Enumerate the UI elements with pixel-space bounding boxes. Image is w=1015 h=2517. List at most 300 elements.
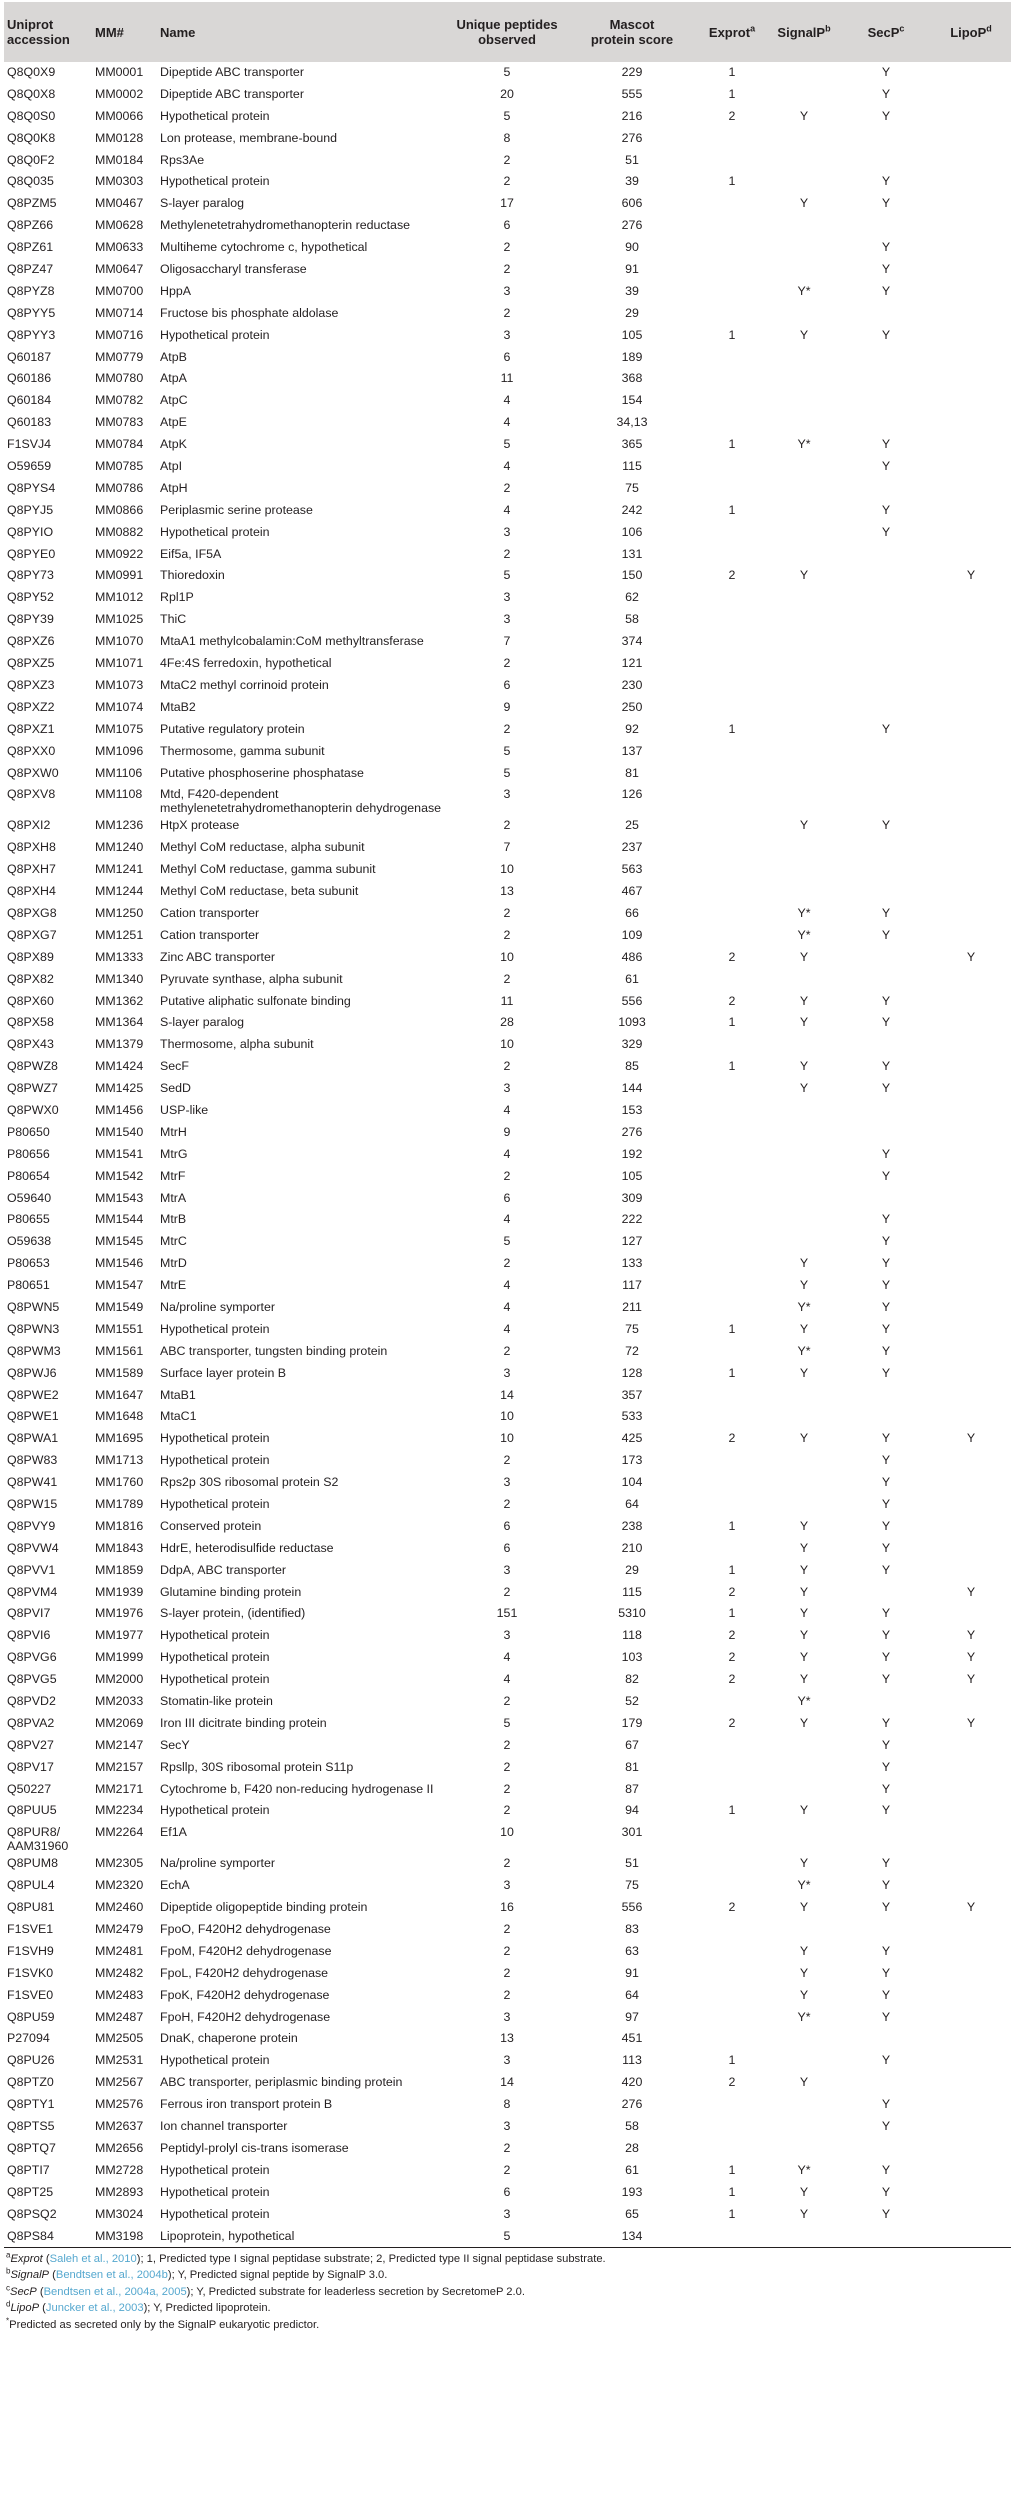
cell-secp: Y [881,1278,891,1293]
cell-mascot-score: 127 [621,1234,643,1249]
cell-unique-peptides: 5 [503,1234,511,1249]
cell-accession: Q8PXV8 [7,787,56,802]
cell-mm-number: MM1340 [95,971,144,986]
cell-mm-number: MM0785 [95,459,144,474]
cell-signalp [767,2138,841,2160]
cell-exprot [697,1209,767,1231]
table-row [4,1625,1011,1647]
table-row [4,544,1011,566]
cell-secp: Y [881,1081,891,1096]
cell-name: AtpE [160,415,187,430]
cell-unique-peptides: 2 [503,1803,511,1818]
cell-signalp [767,1757,841,1779]
cell-signalp [767,2226,841,2248]
cell-accession: P80653 [7,1256,50,1271]
table-row [4,1963,1011,1985]
cell-secp: Y [881,1015,891,1030]
cell-mm-number: MM0184 [95,152,144,167]
table-row [4,1144,1011,1166]
cell-mascot-score: 137 [621,743,643,758]
cell-name: Hypothetical protein [160,2053,270,2068]
cell-secp [841,653,931,675]
cell-signalp [767,544,841,566]
cell-lipop [931,215,1011,237]
cell-signalp [767,881,841,903]
cell-unique-peptides: 6 [503,1518,511,1533]
cell-name: Methyl CoM reductase, alpha subunit [160,840,365,855]
cell-exprot [697,763,767,785]
cell-exprot [697,2094,767,2116]
table-row [4,1875,1011,1897]
cell-mascot-score: 229 [621,65,643,79]
cell-secp: Y [881,1146,891,1161]
cell-name: SecF [160,1059,189,1074]
cell-accession: P80656 [7,1146,50,1161]
cell-secp: Y [881,1365,891,1380]
cell-mascot-score: 64 [625,1497,639,1511]
table-row [4,1406,1011,1428]
cell-name: Dipeptide ABC transporter [160,65,304,79]
cell-exprot [697,587,767,609]
cell-unique-peptides: 3 [503,2206,511,2221]
cell-name: Periplasmic serine protease [160,502,313,517]
cell-secp: Y [881,2053,891,2068]
cell-accession: Q8PW41 [7,1475,58,1490]
citation-link[interactable]: Saleh et al., 2010 [49,2252,137,2265]
cell-name: Hypothetical protein [160,1453,270,1468]
cell-name: AtpA [160,371,187,386]
cell-lipop [931,719,1011,741]
cell-accession: Q8PX43 [7,1037,54,1052]
table-row [4,1253,1011,1275]
cell-accession: Q8PS84 [4,2226,92,2248]
cell-signalp [767,719,841,741]
table-row [4,1231,1011,1253]
cell-lipop [931,2226,1011,2248]
table-row [4,259,1011,281]
cell-mascot-score: 368 [621,371,643,386]
cell-exprot: 2 [728,568,736,583]
cell-name: HtpX protease [160,818,240,833]
cell-mm-number: MM0922 [95,546,144,561]
cell-mascot-score: 51 [625,152,639,167]
cell-signalp [767,837,841,859]
cell-lipop [931,1757,1011,1779]
cell-accession: Q8PU26 [7,2053,55,2068]
cell-accession: Q8PXH8 [7,840,56,855]
cell-unique-peptides: 20 [500,86,514,101]
cell-exprot [697,741,767,763]
cell-mm-number: MM1561 [95,1343,144,1358]
cell-lipop [931,2204,1011,2226]
cell-mm-number: MM0780 [95,371,144,386]
table-row [4,325,1011,347]
cell-accession: Q60184 [7,393,52,408]
cell-secp: Y [881,1234,891,1249]
cell-accession: Q8PXH4 [7,884,56,899]
cell-exprot [697,1385,767,1407]
cell-mm-number: MM1859 [95,1562,144,1577]
cell-signalp: Y [799,2075,809,2090]
cell-mm-number: MM1070 [95,634,144,649]
cell-mm-number: MM1364 [95,1015,144,1030]
cell-signalp [767,675,841,697]
cell-accession: Q8PXZ2 [7,699,55,714]
cell-signalp [767,1735,841,1757]
cell-mascot-score: 365 [621,437,643,452]
cell-exprot [697,1253,767,1275]
cell-exprot [697,675,767,697]
cell-signalp [767,741,841,763]
cell-mm-number: MM1542 [95,1168,144,1183]
cell-mascot-score: 425 [621,1431,643,1446]
cell-secp [841,763,931,785]
cell-lipop [931,1209,1011,1231]
cell-mm-number: MM2567 [95,2075,144,2090]
cell-name: Peptidyl-prolyl cis-trans isomerase [160,2140,349,2155]
cell-secp: Y [881,1212,891,1227]
cell-secp: Y [881,1431,891,1446]
cell-mascot-score: 118 [622,1628,642,1643]
table-row [4,653,1011,675]
cell-secp: Y [881,1343,891,1358]
cell-signalp: Y* [797,927,811,942]
cell-signalp: Y* [797,2162,811,2177]
cell-mm-number: MM2460 [95,1900,144,1915]
cell-unique-peptides: 4 [503,393,511,408]
cell-signalp: Y [799,1256,809,1271]
cell-exprot [697,903,767,925]
cell-accession: Q8PUM8 [7,1856,58,1871]
cell-accession: Q8PYY5 [7,305,56,320]
cell-secp [841,303,931,325]
cell-accession: Q8PZ66 [7,218,54,233]
cell-unique-peptides: 2 [503,1168,511,1183]
table-row [4,2007,1011,2029]
table-row [4,522,1011,544]
table-row [4,456,1011,478]
cell-accession: Q8PW83 [7,1453,58,1468]
cell-mascot-score: 210 [621,1540,643,1555]
cell-signalp [767,1188,841,1210]
cell-accession: Q8PXG8 [7,905,57,920]
cell-mm-number: MM1589 [95,1365,144,1380]
table-row [4,1166,1011,1188]
cell-mascot-score: 250 [621,699,643,714]
cell-unique-peptides: 2 [503,152,511,167]
cell-mascot-score: 556 [621,1900,643,1915]
cell-exprot: 2 [728,949,736,964]
cell-mascot-score: 91 [625,1965,639,1980]
cell-mm-number: MM1241 [95,862,144,877]
cell-lipop [931,784,1011,815]
table-row [4,1985,1011,2007]
cell-mm-number: MM1108 [95,787,143,802]
cell-mm-number: MM2234 [95,1803,144,1818]
header-mm-number: MM# [92,2,157,62]
cell-lipop [931,741,1011,763]
cell-exprot [697,859,767,881]
cell-signalp: Y [799,1987,809,2002]
cell-secp: Y [881,2009,891,2024]
cell-mascot-score: 66 [625,905,639,920]
cell-mascot-score: 1093 [618,1015,646,1030]
cell-unique-peptides: 4 [503,502,511,517]
table-row [4,1363,1011,1385]
cell-signalp: Y [799,1562,809,1577]
cell-mm-number: MM1546 [95,1256,144,1271]
table-row [4,478,1011,500]
cell-lipop [931,500,1011,522]
cell-unique-peptides: 4 [503,415,511,430]
table-row [4,1275,1011,1297]
cell-name: DdpA, ABC transporter [160,1562,287,1577]
cell-name: Na/proline symporter [160,1299,276,1314]
table-row [4,1450,1011,1472]
cell-unique-peptides: 10 [500,1037,514,1052]
footnote-c: $^c$SecP (Bendtsen et al., 2004a, 2005); Y, Predicted substrate for leaderless secretion by SecretomeP 2.0. [6,2283,525,2298]
cell-accession: Q8PXZ3 [7,677,55,692]
cell-mm-number: MM1075 [95,721,144,736]
table-body [4,62,1011,2247]
citation-link[interactable]: Bendtsen et al., 2004a, 2005 [43,2285,187,2298]
table-row [4,903,1011,925]
cell-accession: Q8PTQ7 [7,2140,56,2155]
protein-table [4,2,1011,2248]
table-row [4,1472,1011,1494]
cell-signalp [767,456,841,478]
cell-unique-peptides: 2 [503,305,511,320]
cell-unique-peptides: 5 [503,437,511,452]
cell-name: Ion channel transporter [160,2119,288,2134]
cell-lipop [931,881,1011,903]
header-name: Name [157,2,447,62]
cell-accession: Q8PVV1 [7,1562,56,1577]
cell-signalp [767,1494,841,1516]
cell-secp [841,675,931,697]
cell-unique-peptides: 10 [500,949,514,964]
cell-signalp [767,2094,841,2116]
cell-lipop [931,1450,1011,1472]
cell-unique-peptides: 7 [503,634,511,649]
cell-unique-peptides: 2 [503,971,511,986]
cell-mascot-score: 563 [621,862,643,877]
cell-secp [841,697,931,719]
cell-mm-number: MM1012 [95,590,144,605]
cell-mm-number: MM0784 [95,437,144,452]
cell-signalp [767,609,841,631]
cell-exprot: 2 [728,993,736,1008]
cell-lipop [931,303,1011,325]
cell-mascot-score: 97 [625,2009,639,2024]
cell-unique-peptides: 10 [500,862,514,877]
cell-exprot [697,1406,767,1428]
cell-signalp: Y [799,1672,809,1687]
cell-name: Ferrous iron transport protein B [160,2097,333,2112]
cell-unique-peptides: 2 [503,1256,511,1271]
cell-exprot [697,1822,767,1853]
cell-exprot [697,881,767,903]
cell-name: FpoL, F420H2 dehydrogenase [160,1965,329,1980]
cell-mascot-score: 126 [621,787,643,802]
cell-unique-peptides: 2 [503,2140,511,2155]
cell-lipop [931,434,1011,456]
cell-unique-peptides: 2 [503,1759,511,1774]
cell-accession: Q8PX60 [7,993,54,1008]
cell-name: Methyl CoM reductase, gamma subunit [160,862,376,877]
cell-mm-number: MM1025 [95,612,144,627]
cell-name: Cytochrome b, F420 non-reducing hydrogenase II [160,1781,434,1796]
table-row [4,1897,1011,1919]
cell-name: Rpl1P [160,590,194,605]
cell-mascot-score: 131 [621,546,643,561]
cell-name: Thermosome, alpha subunit [160,1037,314,1052]
cell-exprot [697,1341,767,1363]
cell-secp: Y [881,1453,891,1468]
cell-accession: Q8PWE2 [7,1387,59,1402]
cell-signalp: Y [799,1943,809,1958]
cell-signalp [767,237,841,259]
table-row [4,1853,1011,1875]
cell-secp [841,215,931,237]
cell-secp [841,1691,931,1713]
cell-mascot-score: 103 [621,1650,643,1665]
cell-secp: Y [881,1672,891,1687]
cell-accession: Q8PYZ8 [7,283,55,298]
cell-signalp [767,587,841,609]
cell-lipop [931,631,1011,653]
footnote-d: $^d$LipoP (Juncker et al., 2003); Y, Predicted lipoprotein. [6,2299,271,2315]
table-row [4,347,1011,369]
cell-signalp: Y [799,2184,809,2199]
cell-name: Hypothetical protein [160,2184,270,2199]
table-row [4,1603,1011,1625]
cell-signalp [767,2028,841,2050]
cell-name: MtrG [160,1146,188,1161]
citation-link[interactable]: Juncker et al., 2003 [45,2302,144,2315]
cell-unique-peptides: 2 [503,546,511,561]
cell-lipop [931,325,1011,347]
table-row [4,565,1011,587]
cell-signalp [767,62,841,84]
cell-mm-number: MM1540 [95,1124,144,1139]
cell-accession: Q8PWA1 [7,1431,59,1446]
cell-unique-peptides: 6 [503,1540,511,1555]
cell-accession: O59640 [7,1190,52,1205]
cell-signalp: Y* [797,1343,811,1358]
cell-mascot-score: 51 [625,1856,639,1871]
cell-mm-number: MM1843 [95,1540,144,1555]
cell-secp [841,609,931,631]
cell-lipop [931,1144,1011,1166]
cell-signalp [767,1779,841,1801]
cell-name: Hypothetical protein [160,1628,270,1643]
cell-mm-number: MM1544 [95,1212,144,1227]
cell-lipop [931,1275,1011,1297]
cell-mm-number: MM1106 [95,765,143,780]
cell-accession: Q8PTI7 [7,2162,50,2177]
cell-signalp [767,259,841,281]
cell-mm-number: MM2069 [95,1715,144,1730]
cell-name: FpoK, F420H2 dehydrogenase [160,1987,330,2002]
table-row [4,1560,1011,1582]
cell-name: FpoO, F420H2 dehydrogenase [160,1922,331,1937]
cell-exprot: 1 [728,65,736,79]
cell-mascot-score: 133 [621,1256,643,1271]
cell-unique-peptides: 5 [503,568,511,583]
cell-mascot-score: 192 [621,1146,643,1161]
cell-name: Thermosome, gamma subunit [160,743,325,758]
cell-mm-number: MM2000 [95,1672,144,1687]
cell-unique-peptides: 13 [500,2031,514,2046]
cell-secp [841,1122,931,1144]
cell-signalp [767,500,841,522]
cell-name: AtpB [160,349,187,364]
header-secp: SecP$^c$ [841,2,931,62]
cell-mascot-score: 113 [622,2053,642,2068]
cell-accession: Q8PWN3 [7,1321,60,1336]
cell-mascot-score: 238 [621,1518,643,1533]
cell-exprot: 1 [728,1059,736,1074]
cell-unique-peptides: 11 [500,371,514,386]
cell-accession: Q8PVD2 [7,1694,56,1709]
cell-exprot [697,544,767,566]
cell-unique-peptides: 6 [503,218,511,233]
cell-secp: Y [881,1781,891,1796]
cell-unique-peptides: 2 [503,1343,511,1358]
cell-secp [841,2028,931,2050]
cell-mm-number: MM1549 [95,1299,144,1314]
cell-accession: Q8PVI6 [7,1628,51,1643]
cell-lipop [931,259,1011,281]
cell-accession: Q60183 [7,415,52,430]
cell-accession: Q60186 [7,371,52,386]
cell-signalp [767,969,841,991]
cell-mascot-score: 81 [625,765,639,780]
cell-mm-number: MM1647 [95,1387,144,1402]
cell-exprot: 1 [728,1518,736,1533]
cell-mm-number: MM0128 [95,130,144,145]
cell-mascot-score: 87 [625,1781,639,1796]
table-row [4,741,1011,763]
cell-unique-peptides: 2 [503,1922,511,1937]
cell-accession: Q8PXW0 [7,765,59,780]
cell-lipop [931,2072,1011,2094]
cell-signalp: Y [799,1628,809,1643]
footnote-b: $^b$SignalP (Bendtsen et al., 2004b); Y, Predicted signal peptide by SignalP 3.0. [6,2266,388,2282]
cell-lipop [931,859,1011,881]
cell-secp: Y [881,1803,891,1818]
cell-unique-peptides: 2 [503,905,511,920]
cell-signalp: Y [799,1431,809,1446]
cell-exprot [697,653,767,675]
cell-lipop: Y [966,1672,976,1687]
cell-mascot-score: 309 [621,1190,643,1205]
cell-unique-peptides: 2 [503,2162,511,2177]
cell-unique-peptides: 11 [500,993,514,1008]
cell-name: SecY [160,1737,190,1752]
cell-mascot-score: 115 [622,1584,642,1599]
cell-accession: Q8PXX0 [7,743,56,758]
cell-mm-number: MM0700 [95,283,144,298]
citation-link[interactable]: Bendtsen et al., 2004b [55,2269,168,2282]
cell-signalp: Y [799,1059,809,1074]
table-row [4,2050,1011,2072]
cell-mm-number: MM1543 [95,1190,144,1205]
cell-secp [841,741,931,763]
cell-mascot-score: 105 [621,327,643,342]
cell-accession: P80655 [7,1212,50,1227]
